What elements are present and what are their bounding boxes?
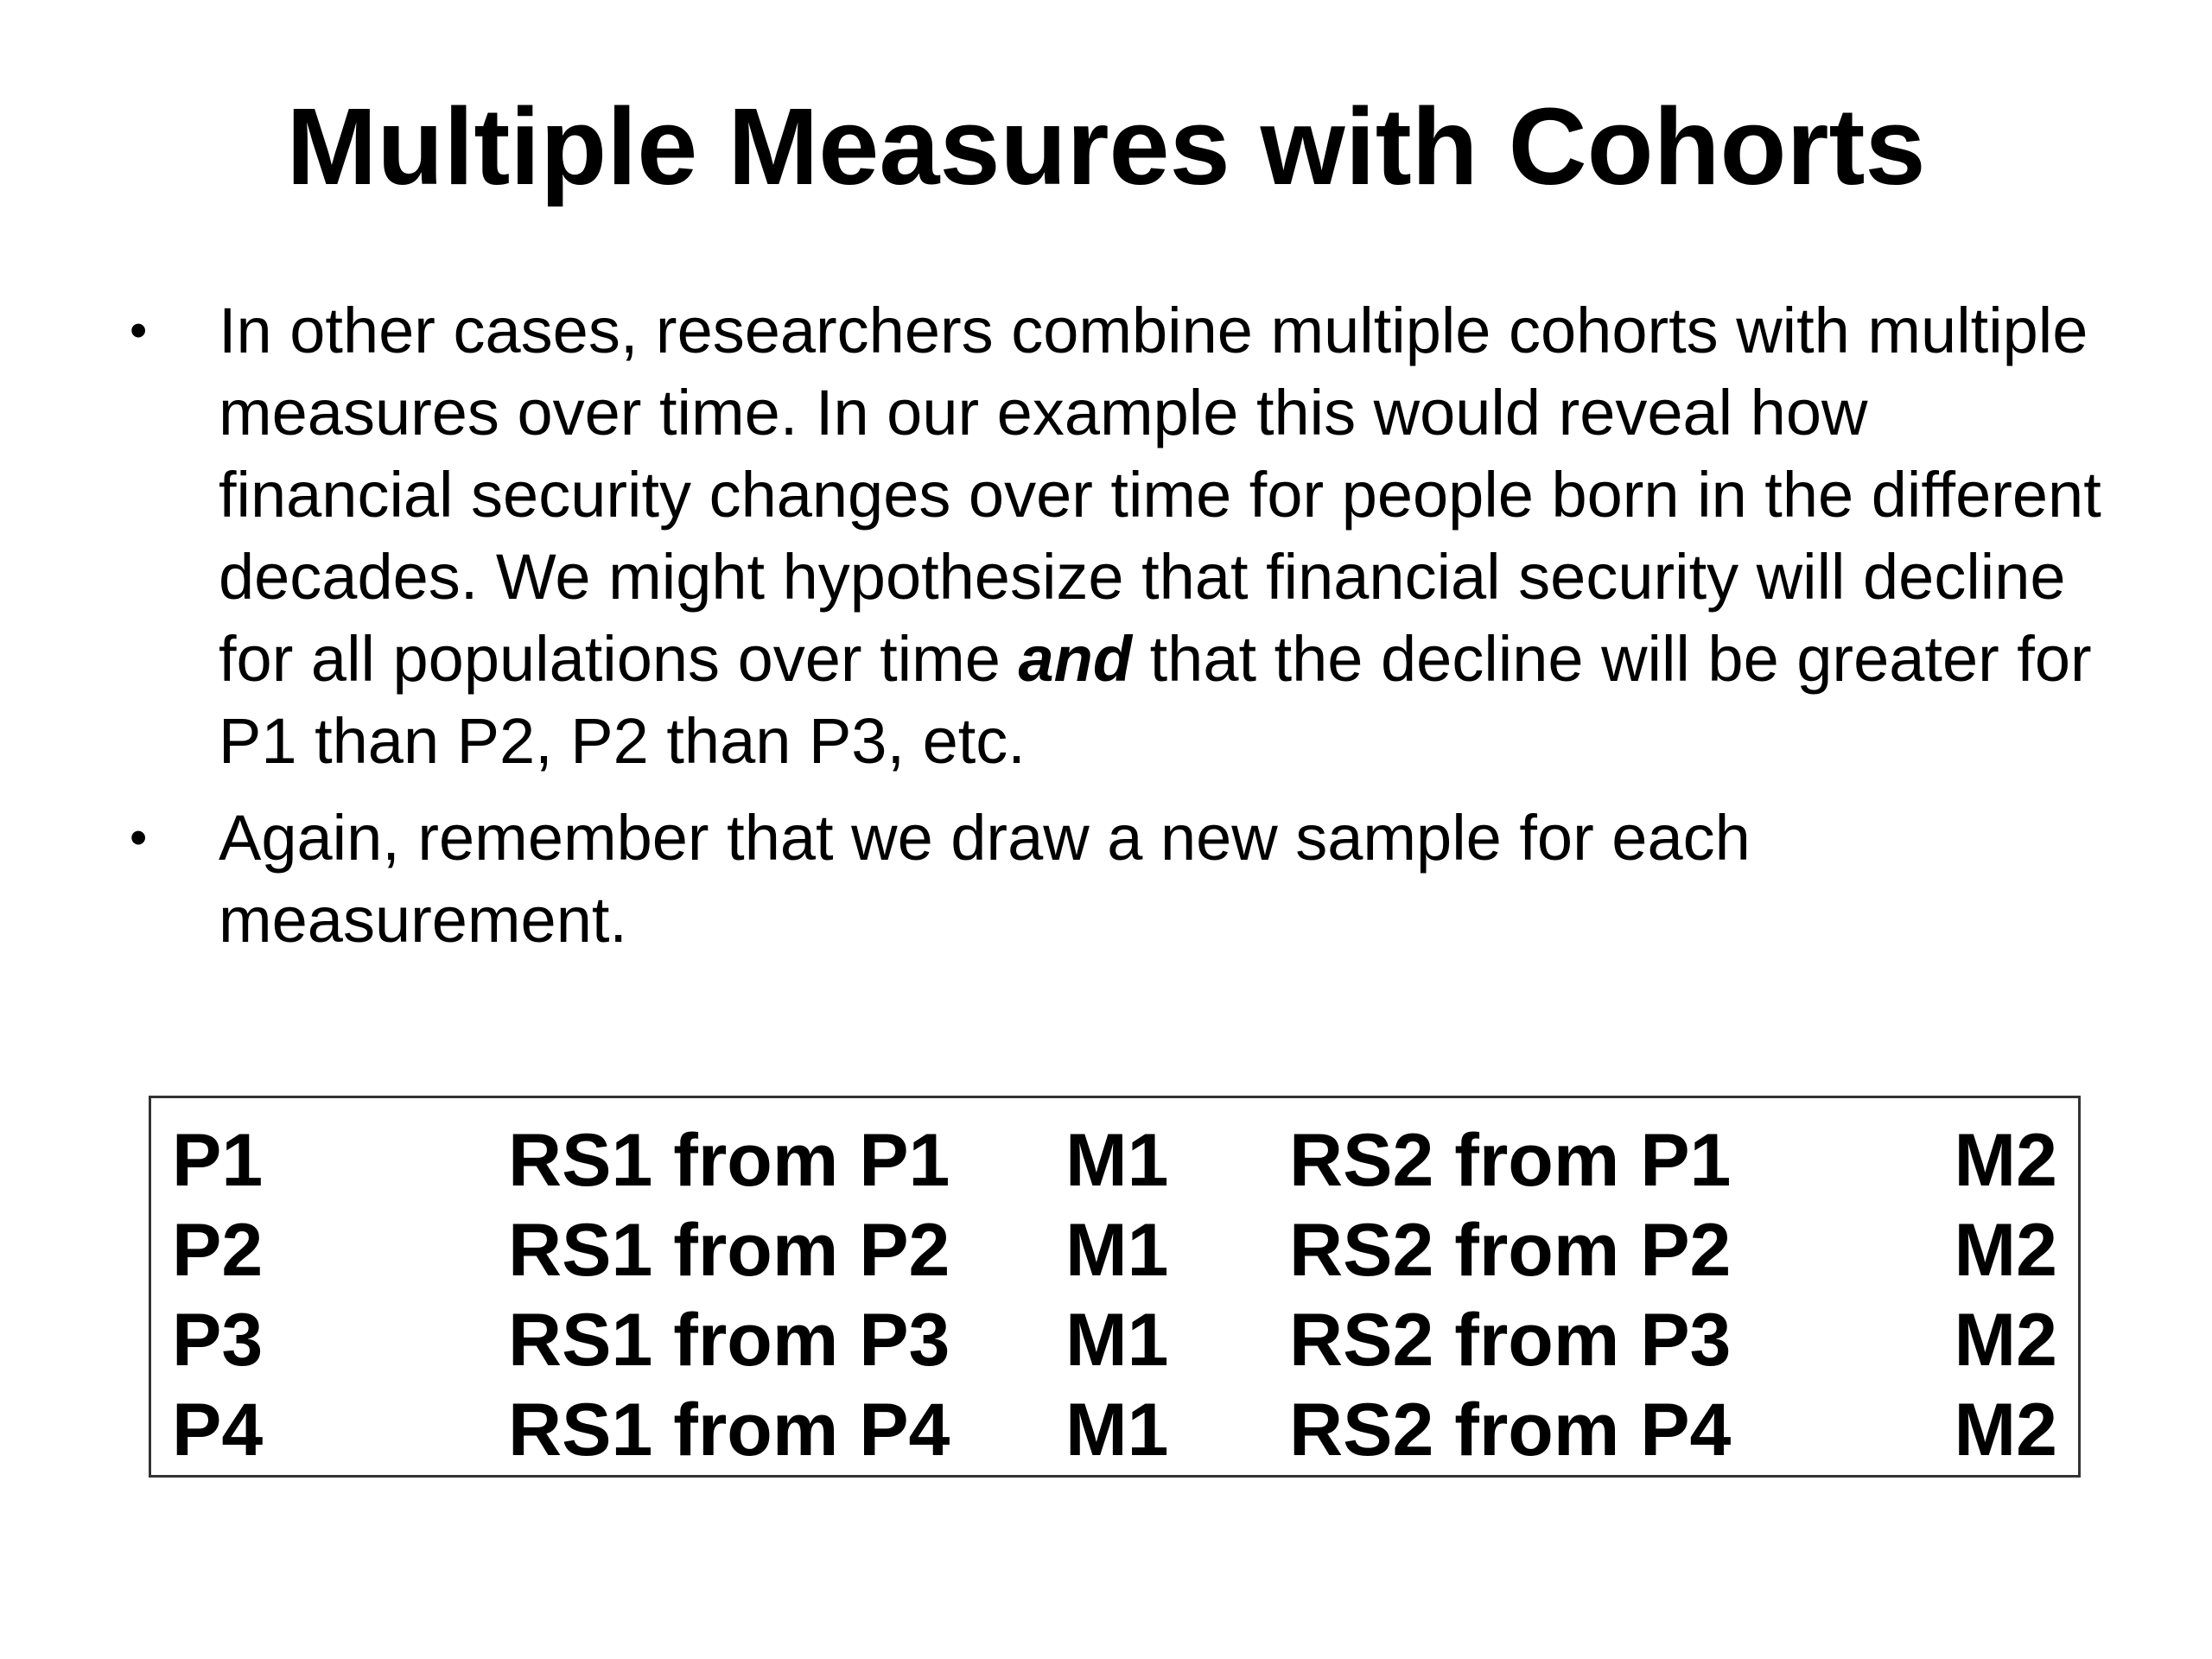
first-measure-cell: M1 <box>1065 1389 1169 1471</box>
first-sample-cell: RS1 from P2 <box>508 1209 950 1292</box>
bullet-list <box>130 289 2117 976</box>
first-sample-cell: RS1 from P3 <box>508 1299 950 1382</box>
bullet-text: In other cases, researchers combine multiple cohorts with multiple measures over time. In our example this would reveal how financial security changes over time for people born in the different decades. We might hypothesize that financial security will decline for all populations over time <box>219 295 2101 695</box>
second-measure-cell: M2 <box>1954 1389 2057 1471</box>
bullet-emphasis: and <box>1018 623 1133 695</box>
second-sample-cell: RS2 from P2 <box>1289 1209 1732 1292</box>
first-measure-cell: M1 <box>1065 1119 1169 1202</box>
bullet-marker: • <box>130 302 148 359</box>
second-measure-cell: M2 <box>1954 1119 2057 1202</box>
design-row <box>151 1295 2078 1385</box>
bullet-text-continued: that the decline will be greater for P1 than P2, P2 than P3, etc. <box>219 623 2092 777</box>
first-sample-cell: RS1 from P4 <box>508 1389 950 1471</box>
bullet-text: Again, remember that we draw a new sample for each measurement. <box>219 802 1751 956</box>
population-cell: P3 <box>172 1299 264 1382</box>
population-cell: P4 <box>172 1389 264 1471</box>
first-measure-cell: M1 <box>1065 1299 1169 1382</box>
second-sample-cell: RS2 from P3 <box>1289 1299 1732 1382</box>
first-sample-cell: RS1 from P1 <box>508 1119 950 1202</box>
bullet-item <box>130 289 2117 782</box>
population-cell: P2 <box>172 1209 264 1292</box>
second-measure-cell: M2 <box>1954 1209 2057 1292</box>
population-cell: P1 <box>172 1119 264 1202</box>
first-measure-cell: M1 <box>1065 1209 1169 1292</box>
design-row <box>151 1116 2078 1205</box>
bullet-marker: • <box>130 810 148 866</box>
design-row <box>151 1205 2078 1295</box>
research-design-table <box>149 1096 2081 1478</box>
design-row <box>151 1385 2078 1475</box>
second-measure-cell: M2 <box>1954 1299 2057 1382</box>
second-sample-cell: RS2 from P4 <box>1289 1389 1732 1471</box>
bullet-item <box>130 797 2117 961</box>
second-sample-cell: RS2 from P1 <box>1289 1119 1732 1202</box>
slide-title: Multiple Measures with Cohorts <box>286 86 1926 207</box>
